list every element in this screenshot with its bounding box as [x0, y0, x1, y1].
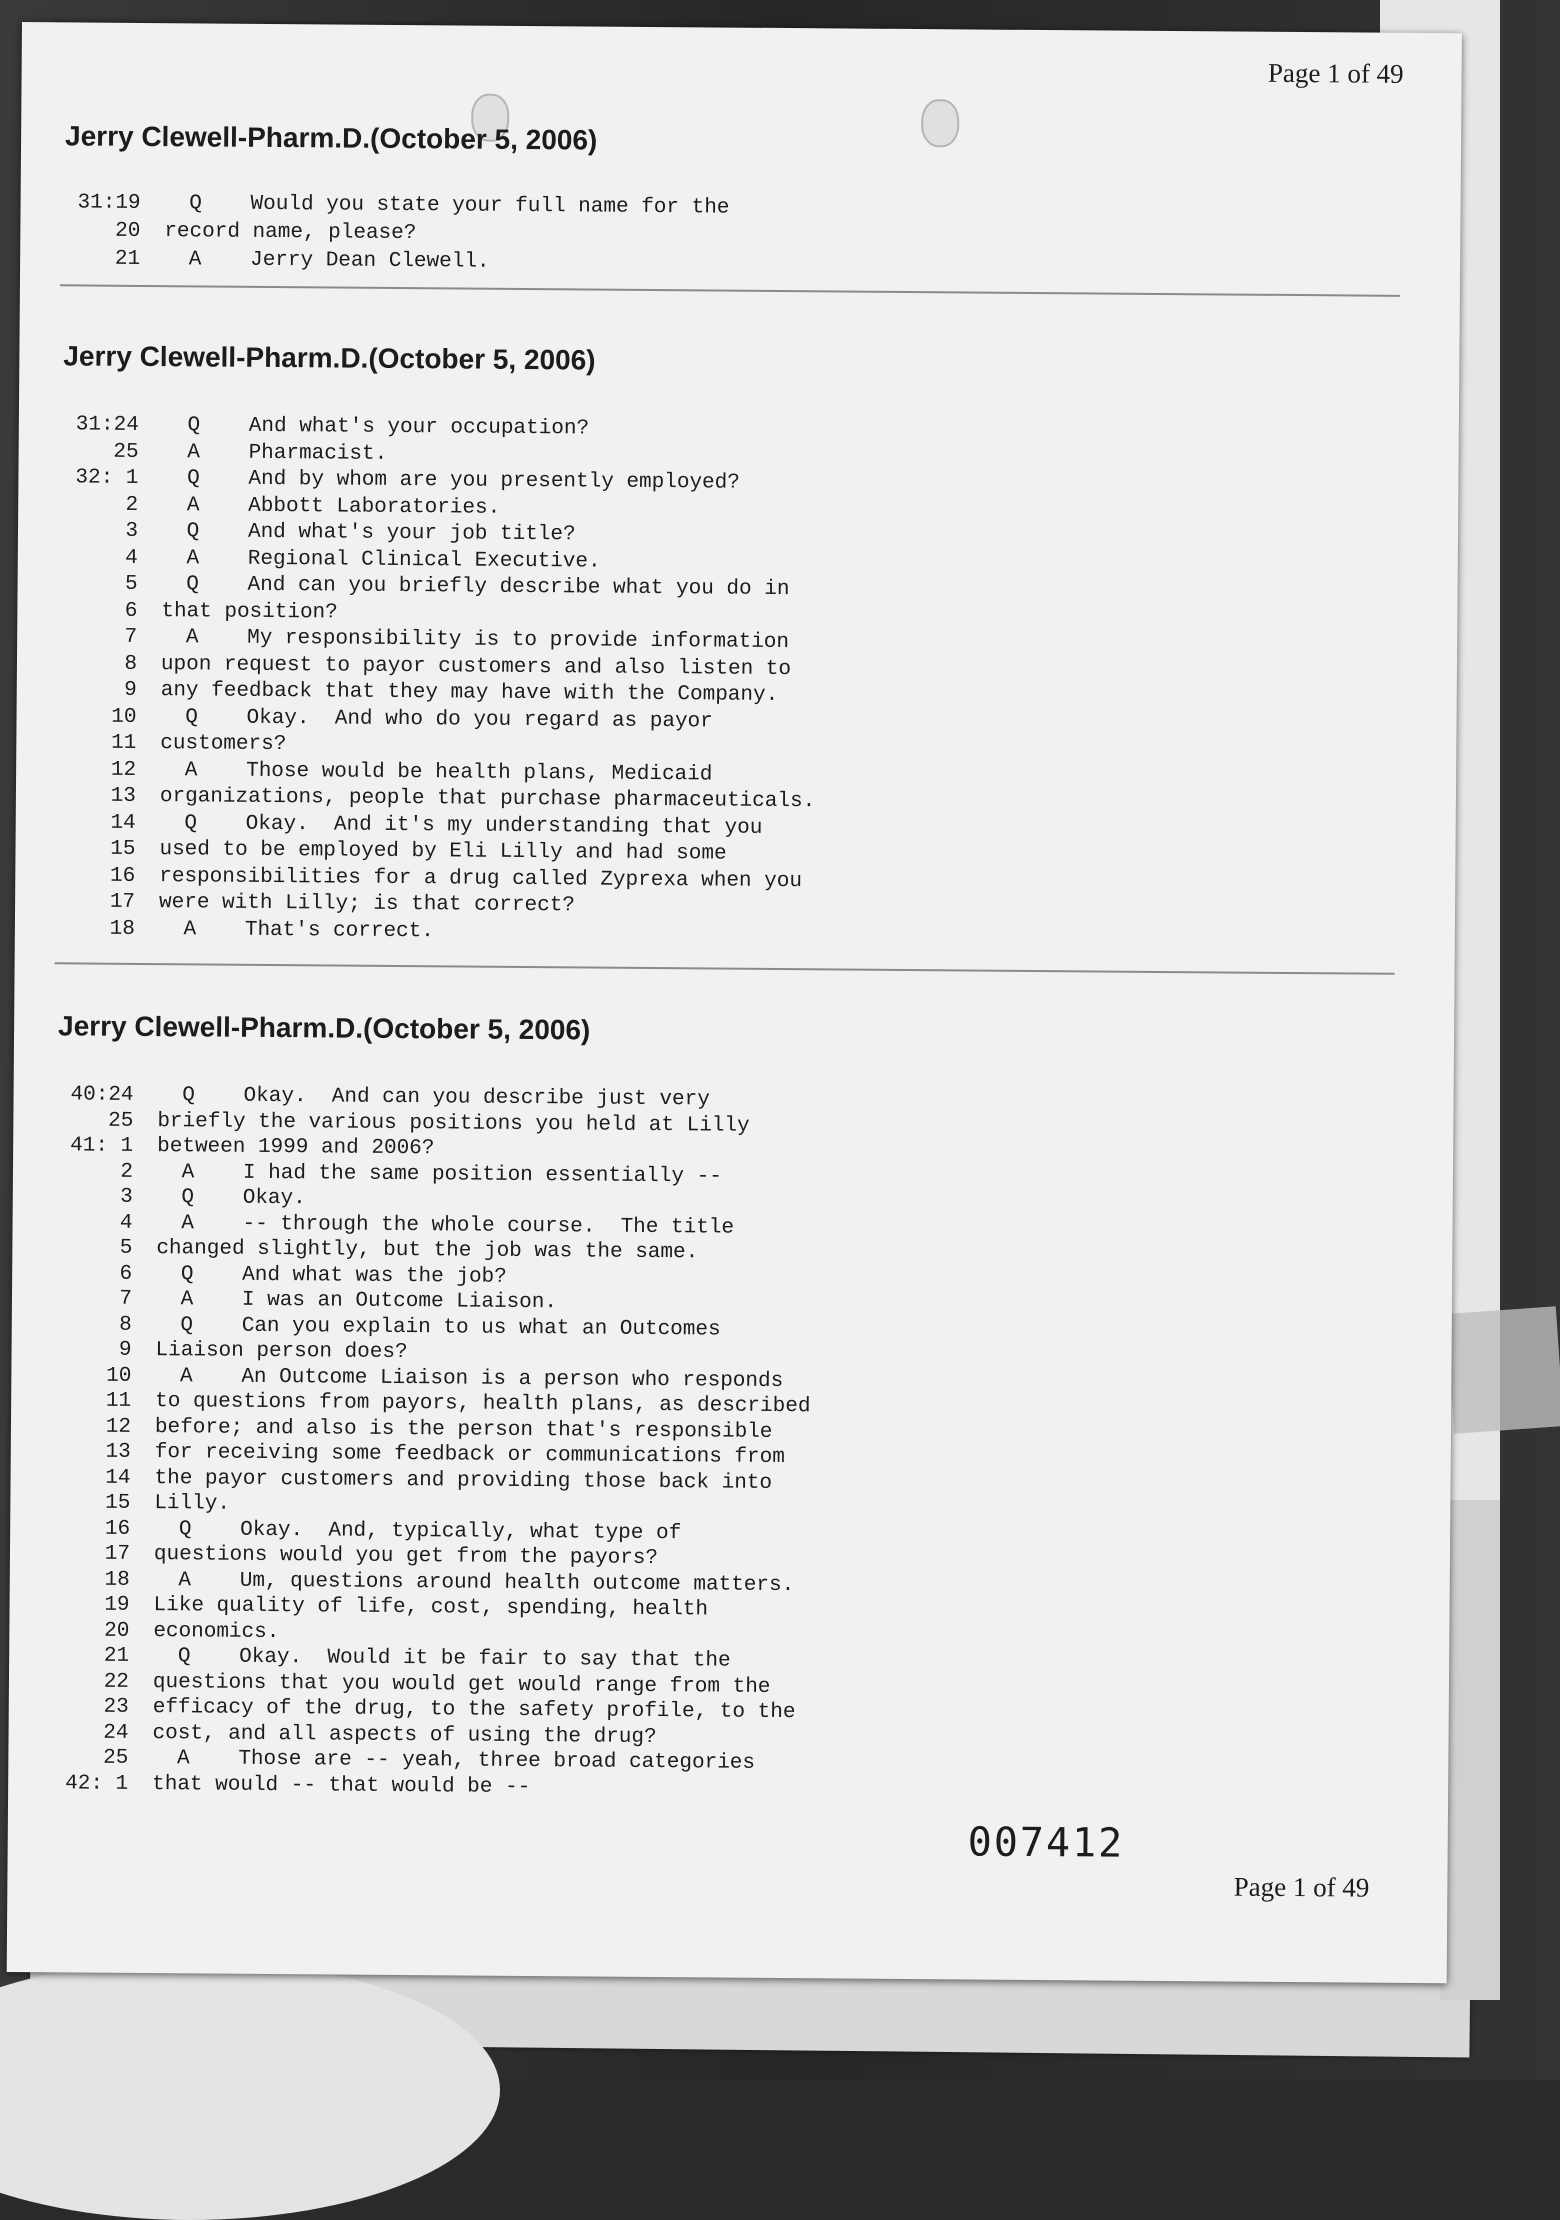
speaker-marker: A [176, 1747, 190, 1771]
line-text: Can you explain to us what an Outcomes [241, 1314, 721, 1342]
line-text: upon request to payor customers and also listen to [160, 652, 792, 681]
line-number: 23 [103, 1695, 129, 1719]
line-text: I had the same position essentially -- [242, 1161, 722, 1189]
line-text: Pharmacist. [248, 441, 388, 466]
line-text: any feedback that they may have with the Company. [160, 679, 779, 707]
line-number: 7 [119, 1287, 133, 1311]
speaker-marker: A [184, 758, 198, 782]
line-text: record name, please? [164, 220, 417, 246]
line-text: cost, and all aspects of using the drug? [152, 1721, 657, 1749]
line-number: 6 [119, 1262, 133, 1286]
line-number: 20 [115, 219, 141, 243]
line-number: 3 [125, 519, 139, 543]
speaker-marker: Q [186, 520, 200, 544]
speaker-marker: A [186, 546, 200, 570]
line-text: Okay. And it's my understanding that you [245, 812, 763, 840]
line-text: organizations, people that purchase pharmaceuticals. [159, 785, 816, 814]
speaker-marker: A [187, 440, 201, 464]
line-number: 20 [104, 1619, 130, 1643]
line-text: Liaison person does? [155, 1339, 408, 1365]
transcript-page [7, 22, 1462, 1983]
line-number: 11 [105, 1389, 132, 1413]
section-title: Jerry Clewell-Pharm.D.(October 5, 2006) [57, 1010, 591, 1046]
line-number: 15 [105, 1491, 131, 1515]
line-number: 8 [119, 1313, 132, 1337]
line-text: And what's your occupation? [248, 414, 590, 441]
speaker-marker: A [180, 1288, 194, 1312]
line-text: customers? [160, 732, 287, 757]
line-number: 32: 1 [75, 466, 139, 490]
line-text: Jerry Dean Clewell. [250, 248, 490, 274]
transcript-line [13, 1184, 306, 1212]
line-number: 7 [124, 625, 138, 649]
line-text: Those would be health plans, Medicaid [246, 759, 713, 786]
line-text: Regional Clinical Executive. [247, 547, 601, 574]
line-text: Those are -- yeah, three broad categories [238, 1747, 756, 1775]
line-text: responsibilities for a drug called Zyprexa when you [159, 864, 803, 893]
line-number: 13 [105, 1440, 131, 1464]
line-text: Okay. Would it be fair to say that the [239, 1645, 731, 1673]
line-text: Okay. [242, 1186, 306, 1211]
page-number-bottom: Page 1 of 49 [1233, 1871, 1370, 1903]
line-number: 4 [125, 546, 138, 570]
line-text: questions would you get from the payors? [153, 1543, 659, 1571]
line-number: 31:24 [75, 413, 139, 437]
speaker-marker: Q [185, 705, 198, 729]
line-number: 17 [109, 890, 136, 914]
speaker-marker: A [181, 1160, 195, 1184]
line-number: 21 [114, 247, 141, 271]
line-text: before; and also is the person that's responsible [154, 1415, 773, 1444]
speaker-marker: A [188, 248, 202, 272]
line-text: Okay. And who do you regard as payor [246, 706, 713, 733]
line-text: economics. [153, 1619, 280, 1644]
line-text: for receiving some feedback or communications from [154, 1441, 785, 1470]
speaker-marker: Q [189, 192, 202, 216]
transcript-line [13, 1133, 434, 1162]
speaker-marker: A [183, 917, 197, 941]
line-text: That's correct. [244, 918, 434, 943]
line-number: 18 [104, 1568, 130, 1592]
speaker-marker: A [179, 1364, 193, 1388]
transcript-line [20, 190, 729, 222]
line-number: 9 [118, 1338, 132, 1362]
transcript-line [10, 1490, 230, 1518]
line-number: 31:19 [77, 191, 141, 215]
line-number: 41: 1 [70, 1134, 134, 1158]
line-text: Abbott Laboratories. [248, 494, 501, 520]
line-text: My responsibility is to provide information [247, 626, 790, 655]
line-number: 14 [110, 811, 136, 835]
transcript-line [20, 246, 490, 276]
line-number: 22 [103, 1670, 130, 1694]
speaker-marker: A [181, 1211, 194, 1235]
speaker-marker: Q [177, 1645, 191, 1669]
line-text: briefly the various positions you held at Lilly [157, 1109, 750, 1138]
line-number: 25 [103, 1746, 129, 1770]
line-text: Okay. And can you describe just very [243, 1084, 710, 1112]
transcript-line [20, 218, 416, 247]
line-number: 25 [113, 440, 139, 464]
page-number-top: Page 1 of 49 [1267, 57, 1404, 89]
line-number: 5 [124, 572, 138, 596]
line-text: the payor customers and providing those back into [154, 1466, 773, 1495]
line-number: 2 [125, 493, 139, 517]
line-number: 15 [110, 837, 136, 861]
line-text: And can you briefly describe what you do in [247, 573, 790, 602]
speaker-marker: Q [178, 1517, 192, 1541]
line-text: I was an Outcome Liaison. [241, 1288, 558, 1315]
transcript-line [16, 730, 286, 758]
line-number: 5 [119, 1236, 133, 1260]
line-text: between 1999 and 2006? [157, 1135, 435, 1161]
line-text: efficacy of the drug, to the safety profile, to the [152, 1696, 796, 1725]
line-number: 13 [110, 784, 137, 808]
bates-number: 007412 [967, 1819, 1125, 1867]
speaker-marker: Q [180, 1262, 194, 1286]
line-text: Lilly. [154, 1492, 231, 1516]
line-text: Um, questions around health outcome matters. [239, 1569, 795, 1597]
line-text: changed slightly, but the job was the same. [156, 1237, 699, 1265]
section-title: Jerry Clewell-Pharm.D.(October 5, 2006) [64, 120, 598, 156]
speaker-marker: Q [182, 1084, 195, 1108]
line-number: 9 [124, 678, 137, 702]
line-number: 14 [105, 1466, 131, 1490]
section-divider [55, 962, 1395, 975]
line-number: 10 [106, 1364, 132, 1388]
transcript-line [19, 412, 589, 442]
speaker-marker: Q [187, 414, 201, 438]
section-divider [60, 284, 1400, 297]
line-text: Like quality of life, cost, spending, health [153, 1594, 709, 1622]
line-text: were with Lilly; is that correct? [158, 891, 576, 918]
transcript-line [15, 915, 434, 944]
line-text: Would you state your full name for the [250, 192, 730, 220]
speaker-marker: A [185, 626, 199, 650]
line-number: 25 [108, 1109, 134, 1133]
speaker-marker: A [186, 493, 200, 517]
line-number: 24 [103, 1721, 129, 1745]
speaker-marker: Q [187, 467, 200, 491]
line-number: 12 [105, 1415, 132, 1439]
transcript-line [18, 518, 576, 548]
transcript-line [15, 889, 575, 919]
line-number: 16 [109, 864, 136, 888]
line-text: Okay. And, typically, what type of [240, 1518, 682, 1545]
section-title: Jerry Clewell-Pharm.D.(October 5, 2006) [63, 340, 596, 376]
speaker-marker: Q [180, 1313, 194, 1337]
line-number: 19 [104, 1593, 130, 1617]
line-number: 11 [111, 731, 137, 755]
line-text: that would -- that would be -- [152, 1772, 531, 1799]
line-number: 21 [103, 1644, 130, 1668]
line-number: 42: 1 [65, 1771, 129, 1796]
line-number: 12 [110, 758, 137, 782]
transcript-line [19, 438, 388, 467]
line-text: And by whom are you presently employed? [248, 467, 740, 495]
transcript-line [9, 1617, 279, 1645]
transcript-line [18, 491, 500, 521]
line-text: questions that you would get would range from the [152, 1670, 771, 1699]
line-text: An Outcome Liaison is a person who responds [241, 1365, 784, 1393]
transcript-line [17, 597, 338, 626]
line-number: 18 [109, 917, 135, 941]
transcript-line [8, 1770, 530, 1800]
transcript-line [18, 544, 601, 575]
line-text: And what's your job title? [247, 520, 576, 547]
line-number: 3 [120, 1185, 133, 1209]
line-number: 8 [124, 652, 138, 676]
line-number: 16 [104, 1517, 131, 1541]
speaker-marker: Q [184, 811, 198, 835]
line-number: 40:24 [70, 1083, 134, 1107]
line-text: -- through the whole course. The title [242, 1212, 735, 1240]
staple-hole-right [921, 99, 959, 147]
speaker-marker: Q [181, 1186, 195, 1210]
speaker-marker: A [178, 1568, 192, 1592]
line-number: 6 [124, 599, 138, 623]
line-number: 10 [111, 705, 137, 729]
transcript-line [11, 1337, 407, 1366]
line-text: that position? [161, 599, 338, 624]
line-text: And what was the job? [242, 1263, 507, 1289]
line-number: 4 [119, 1211, 133, 1235]
tape-strip [1446, 1306, 1560, 1433]
speaker-marker: Q [186, 573, 199, 597]
line-number: 17 [104, 1542, 131, 1566]
line-text: to questions from payors, health plans, as described [155, 1390, 811, 1419]
line-text: used to be employed by Eli Lilly and had some [159, 838, 727, 866]
line-number: 2 [120, 1160, 134, 1184]
